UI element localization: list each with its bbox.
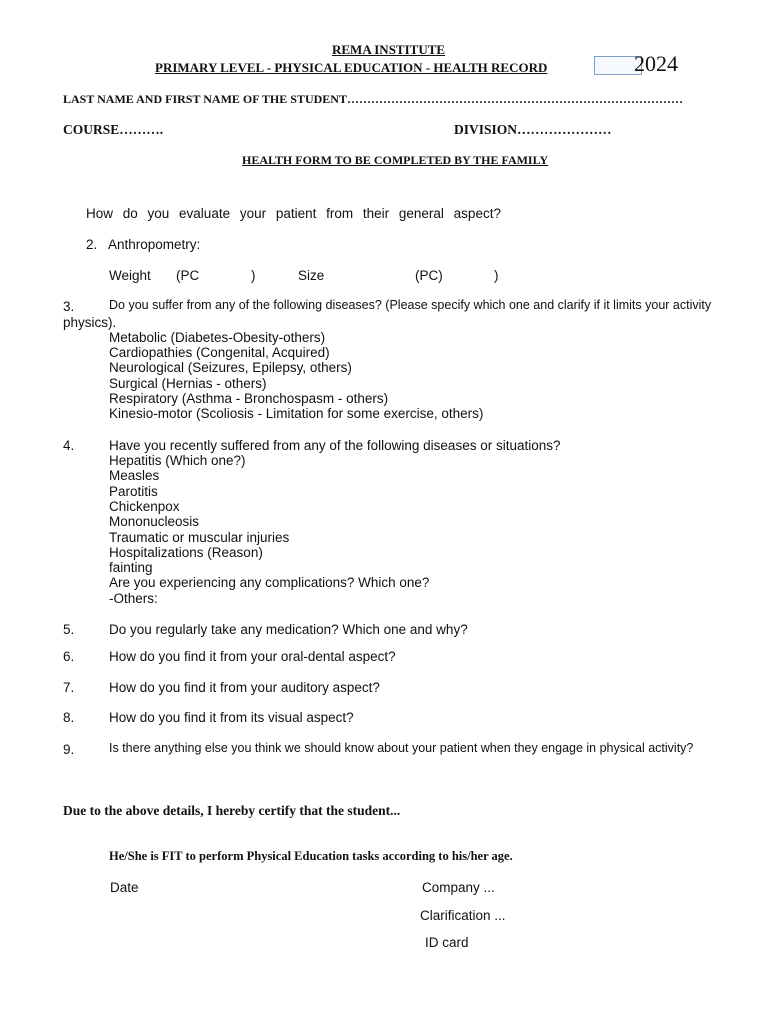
condition-item: Mononucleosis bbox=[109, 514, 200, 529]
question-9-number: 9. bbox=[63, 742, 75, 757]
question-2-text: Anthropometry: bbox=[108, 237, 201, 252]
weight-close-paren: ) bbox=[251, 268, 256, 283]
condition-item: Are you experiencing any complications? Which one? bbox=[109, 575, 430, 590]
disease-item: Respiratory (Asthma - Bronchospasm - others) bbox=[109, 391, 389, 406]
question-5-number: 5. bbox=[63, 622, 75, 637]
condition-item: Parotitis bbox=[109, 484, 158, 499]
size-label: Size bbox=[298, 268, 325, 283]
disease-item: Surgical (Hernias - others) bbox=[109, 376, 267, 391]
question-3-text: Do you suffer from any of the following diseases? (Please specify which one and clarify if it limits your activity bbox=[109, 298, 712, 312]
year-label: 2024 bbox=[634, 51, 678, 76]
question-8-text: How do you find it from its visual aspect? bbox=[109, 710, 354, 725]
student-name-line: LAST NAME AND FIRST NAME OF THE STUDENT………………………………………………………………………… bbox=[63, 92, 683, 106]
condition-item: Measles bbox=[109, 468, 160, 483]
question-7-number: 7. bbox=[63, 680, 75, 695]
id-card-label: ID card bbox=[425, 935, 469, 950]
fit-statement: He/She is FIT to perform Physical Education tasks according to his/her age. bbox=[109, 849, 513, 863]
date-label: Date bbox=[110, 880, 139, 895]
question-8-number: 8. bbox=[63, 710, 75, 725]
question-4-text: Have you recently suffered from any of the following diseases or situations? bbox=[109, 438, 561, 453]
condition-item: Hospitalizations (Reason) bbox=[109, 545, 263, 560]
question-6-number: 6. bbox=[63, 649, 75, 664]
record-subtitle: PRIMARY LEVEL - PHYSICAL EDUCATION - HEALTH RECORD bbox=[155, 60, 548, 75]
question-9-text: Is there anything else you think we should know about your patient when they engage in physical activity? bbox=[109, 741, 694, 755]
question-3-number: 3. bbox=[63, 299, 75, 314]
question-1: How do you evaluate your patient from their general aspect? bbox=[86, 206, 501, 221]
certify-statement: Due to the above details, I hereby certify that the student... bbox=[63, 803, 401, 818]
disease-item: Neurological (Seizures, Epilepsy, others) bbox=[109, 360, 352, 375]
condition-item: Chickenpox bbox=[109, 499, 180, 514]
form-heading: HEALTH FORM TO BE COMPLETED BY THE FAMILY bbox=[242, 153, 549, 167]
question-6-text: How do you find it from your oral-dental aspect? bbox=[109, 649, 396, 664]
size-pc-label: (PC) bbox=[415, 268, 443, 283]
question-2-number: 2. bbox=[86, 237, 98, 252]
disease-item: Cardiopathies (Congenital, Acquired) bbox=[109, 345, 330, 360]
question-4-number: 4. bbox=[63, 438, 75, 453]
weight-label: Weight bbox=[109, 268, 151, 283]
weight-pc-label: (PC bbox=[176, 268, 200, 283]
clarification-label: Clarification ... bbox=[420, 908, 506, 923]
condition-item: fainting bbox=[109, 560, 153, 575]
disease-item: Metabolic (Diabetes-Obesity-others) bbox=[109, 330, 326, 345]
question-3-continuation: physics). bbox=[63, 315, 117, 330]
condition-item: Hepatitis (Which one?) bbox=[109, 453, 246, 468]
disease-item: Kinesio-motor (Scoliosis - Limitation for some exercise, others) bbox=[109, 406, 484, 421]
division-field: DIVISION………………… bbox=[454, 122, 612, 137]
condition-item: -Others: bbox=[109, 591, 158, 606]
institute-title: REMA INSTITUTE bbox=[332, 42, 446, 57]
condition-item: Traumatic or muscular injuries bbox=[109, 530, 290, 545]
question-7-text: How do you find it from your auditory aspect? bbox=[109, 680, 380, 695]
course-field: COURSE………. bbox=[63, 122, 164, 137]
company-label: Company ... bbox=[422, 880, 495, 895]
size-close-paren: ) bbox=[494, 268, 499, 283]
question-5-text: Do you regularly take any medication? Which one and why? bbox=[109, 622, 468, 637]
